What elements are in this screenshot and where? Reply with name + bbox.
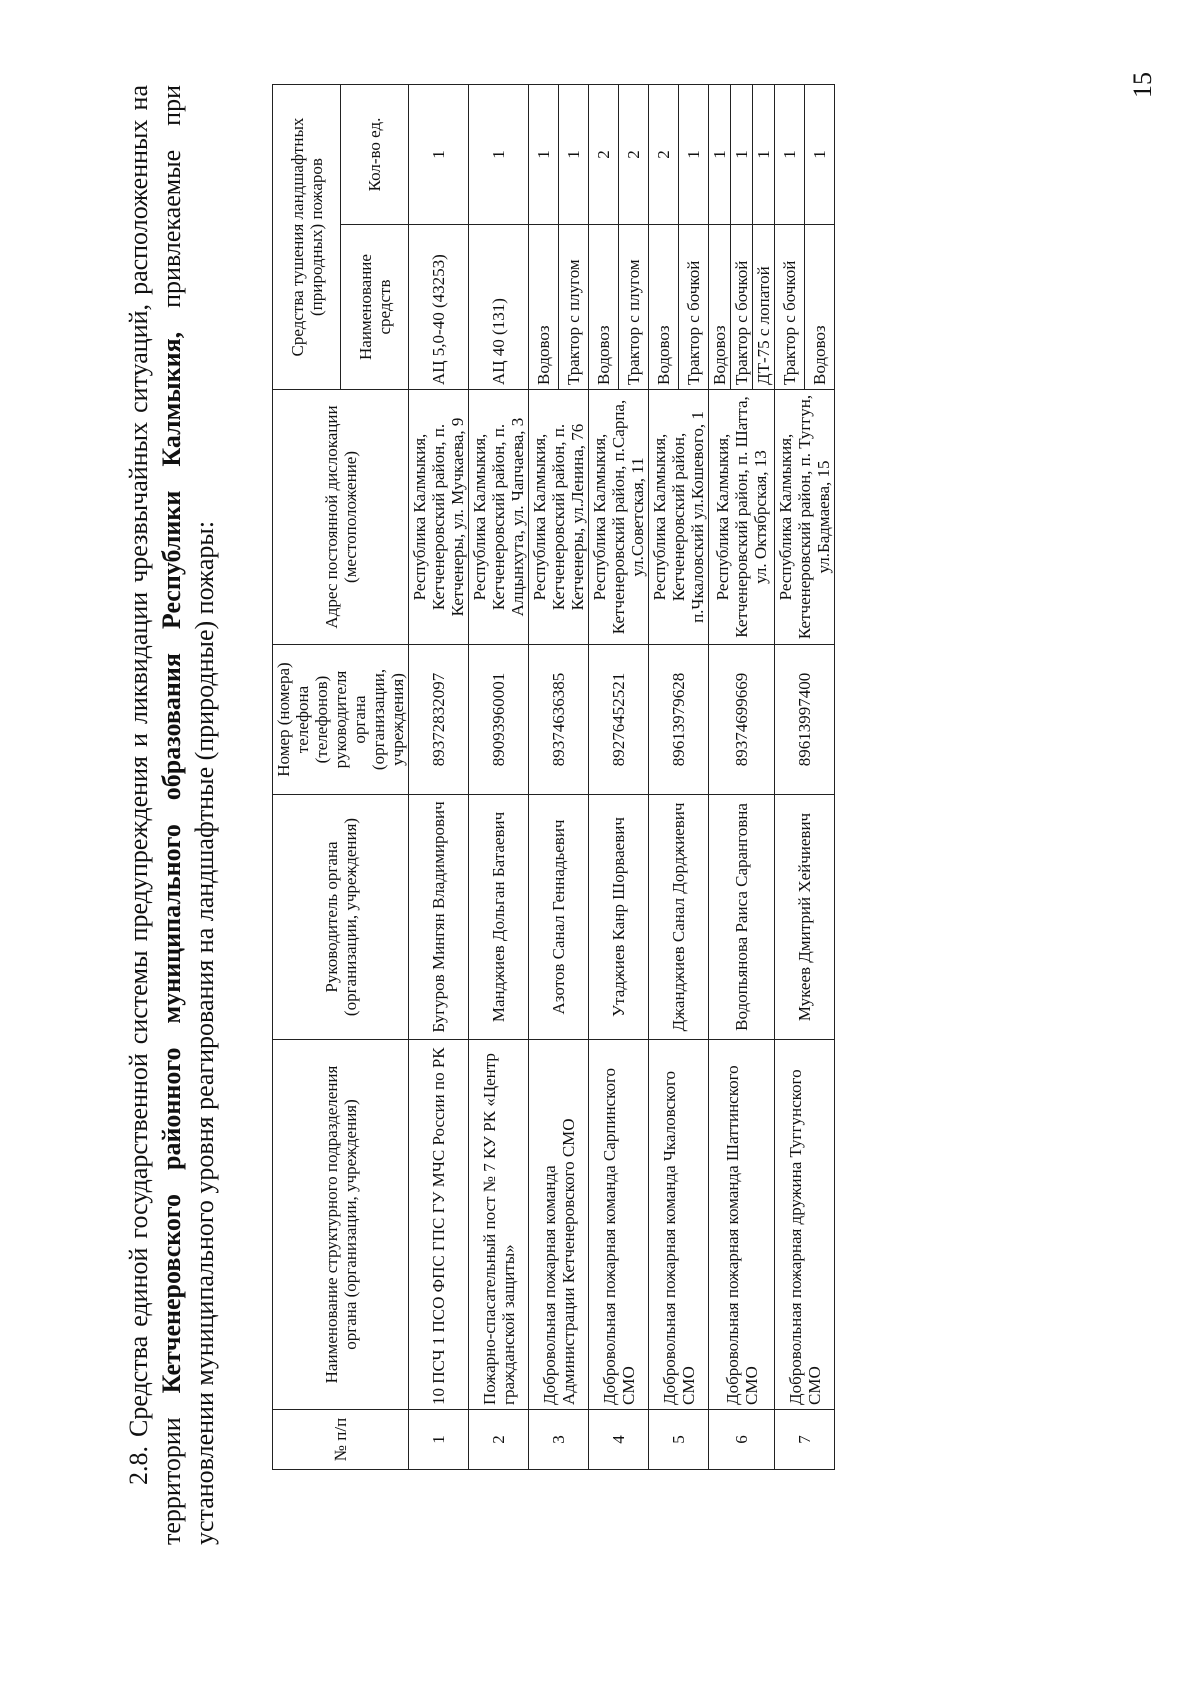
row-unit: Добровольная пожарная дружина Туггунского СМО: [775, 1040, 835, 1410]
row-head: Мукеев Дмитрий Хейчиевич: [775, 795, 835, 1040]
row-means-qty: 1: [679, 85, 709, 225]
row-means-qty: 1: [709, 85, 731, 225]
row-means-qty: 1: [469, 85, 529, 225]
row-address: Республика Калмыкия, Кетченеровский район, п.Сарпа, ул.Советская, 11: [589, 390, 649, 645]
row-means-name: АЦ 40 (131): [469, 225, 529, 390]
row-num: 4: [589, 1410, 649, 1470]
row-address: Республика Калмыкия, Кетченеровский район, п. Кетченеры, ул. Мучкаева, 9: [409, 390, 469, 645]
table-row: [649, 85, 679, 1470]
row-phone: 89374699669: [709, 645, 775, 795]
row-means-qty: 1: [409, 85, 469, 225]
row-means-name: Водовоз: [589, 225, 619, 390]
row-num: 1: [409, 1410, 469, 1470]
row-means-name: АЦ 5,0-40 (43253): [409, 225, 469, 390]
row-phone: 89374636385: [529, 645, 589, 795]
page-number: 15: [1128, 72, 1157, 98]
row-unit: Добровольная пожарная команда Шаттинского СМО: [709, 1040, 775, 1410]
row-means-qty: 2: [589, 85, 619, 225]
row-address: Республика Калмыкия, Кетченеровский район, п. Алцынхута, ул. Чапчаева, 3: [469, 390, 529, 645]
heading-bold: Кетченеровского районного муниципального образования Республики Калмыкия,: [157, 331, 186, 1394]
row-phone: 89093960001: [469, 645, 529, 795]
row-unit: Пожарно-спасательный пост № 7 КУ РК «Центр гражданской защиты»: [469, 1040, 529, 1410]
row-means-qty: 2: [649, 85, 679, 225]
table-row: [469, 85, 529, 1470]
table-row: [409, 85, 469, 1470]
row-means-qty: 1: [775, 85, 805, 225]
table-row: [589, 85, 619, 1470]
row-head: Водопьянова Раиса Саранговна: [709, 795, 775, 1040]
row-means-name: ДТ-75 с лопатой: [753, 225, 775, 390]
row-num: 3: [529, 1410, 589, 1470]
row-means-name: Трактор с бочкой: [775, 225, 805, 390]
header-means: Средства тушения ландшафтных (природных) пожаров: [273, 85, 341, 390]
row-num: 5: [649, 1410, 709, 1470]
row-means-qty: 1: [731, 85, 753, 225]
row-means-name: Водовоз: [529, 225, 559, 390]
row-address: Республика Калмыкия, Кетченеровский район, п. Кетченеры, ул.Ленина, 76: [529, 390, 589, 645]
row-means-name: Водовоз: [709, 225, 731, 390]
row-num: 2: [469, 1410, 529, 1470]
row-phone: 89372832097: [409, 645, 469, 795]
header-means-qty: Кол-во ед.: [341, 85, 409, 225]
header-address: Адрес постоянной дислокации (местоположение): [273, 390, 409, 645]
header-means-name: Наименование средств: [341, 225, 409, 390]
row-unit: 10 ПСЧ 1 ПСО ФПС ГПС ГУ МЧС России по РК: [409, 1040, 469, 1410]
row-address: Республика Калмыкия, Кетченеровский район, п.Чкаловский ул.Кошевого, 1: [649, 390, 709, 645]
header-unit: Наименование структурного подразделения органа (организации, учреждения): [273, 1040, 409, 1410]
row-phone: 89276452521: [589, 645, 649, 795]
fire-means-table: [272, 84, 835, 1470]
table-row: [775, 85, 805, 1470]
row-means-qty: 1: [805, 85, 835, 225]
row-means-qty: 2: [619, 85, 649, 225]
row-means-name: Водовоз: [805, 225, 835, 390]
table-body: [409, 85, 835, 1470]
row-means-name: Трактор с бочкой: [731, 225, 753, 390]
heading-part2: привлекаемые при установлении муниципального уровня реагирования на ландшафтные (природные) пожары:: [157, 85, 219, 1545]
rotated-page-content: [122, 85, 1112, 1545]
row-unit: Добровольная пожарная команда Чкаловского СМО: [649, 1040, 709, 1410]
row-phone: 89613979628: [649, 645, 709, 795]
section-heading: [122, 85, 221, 1545]
heading-part1: 2.8. Средства единой государственной системы предупреждения и ликвидации чрезвычайных ситуаций, расположенных на территории: [124, 85, 186, 1545]
row-head: Джанджиев Санал Дорджиевич: [649, 795, 709, 1040]
row-means-name: Водовоз: [649, 225, 679, 390]
row-head: Манджиев Дольган Батаевич: [469, 795, 529, 1040]
row-unit: Добровольная пожарная команда Сарпинского СМО: [589, 1040, 649, 1410]
row-head: Утаджиев Канр Шорваевич: [589, 795, 649, 1040]
row-means-qty: 1: [559, 85, 589, 225]
row-phone: 89613997400: [775, 645, 835, 795]
row-address: Республика Калмыкия, Кетченеровский район, п. Туггун, ул.Бадмаева, 15: [775, 390, 835, 645]
header-head: Руководитель органа (организации, учреждения): [273, 795, 409, 1040]
row-means-qty: 1: [529, 85, 559, 225]
row-num: 7: [775, 1410, 835, 1470]
row-unit: Добровольная пожарная команда Администрации Кетченеровского СМО: [529, 1040, 589, 1410]
table-row: [529, 85, 559, 1470]
table-row: [709, 85, 731, 1470]
row-head: Азотов Санал Геннадьевич: [529, 795, 589, 1040]
row-means-name: Трактор с плугом: [559, 225, 589, 390]
header-num: № п/п: [273, 1410, 409, 1470]
row-means-name: Трактор с бочкой: [679, 225, 709, 390]
row-address: Республика Калмыкия, Кетченеровский район, п. Шатта, ул. Октябрская, 13: [709, 390, 775, 645]
row-means-name: Трактор с плугом: [619, 225, 649, 390]
row-num: 6: [709, 1410, 775, 1470]
row-means-qty: 1: [753, 85, 775, 225]
row-head: Бугуров Мингян Владимирович: [409, 795, 469, 1040]
header-phone: Номер (номера) телефона (телефонов) руководителя органа (организации, учреждения): [273, 645, 409, 795]
